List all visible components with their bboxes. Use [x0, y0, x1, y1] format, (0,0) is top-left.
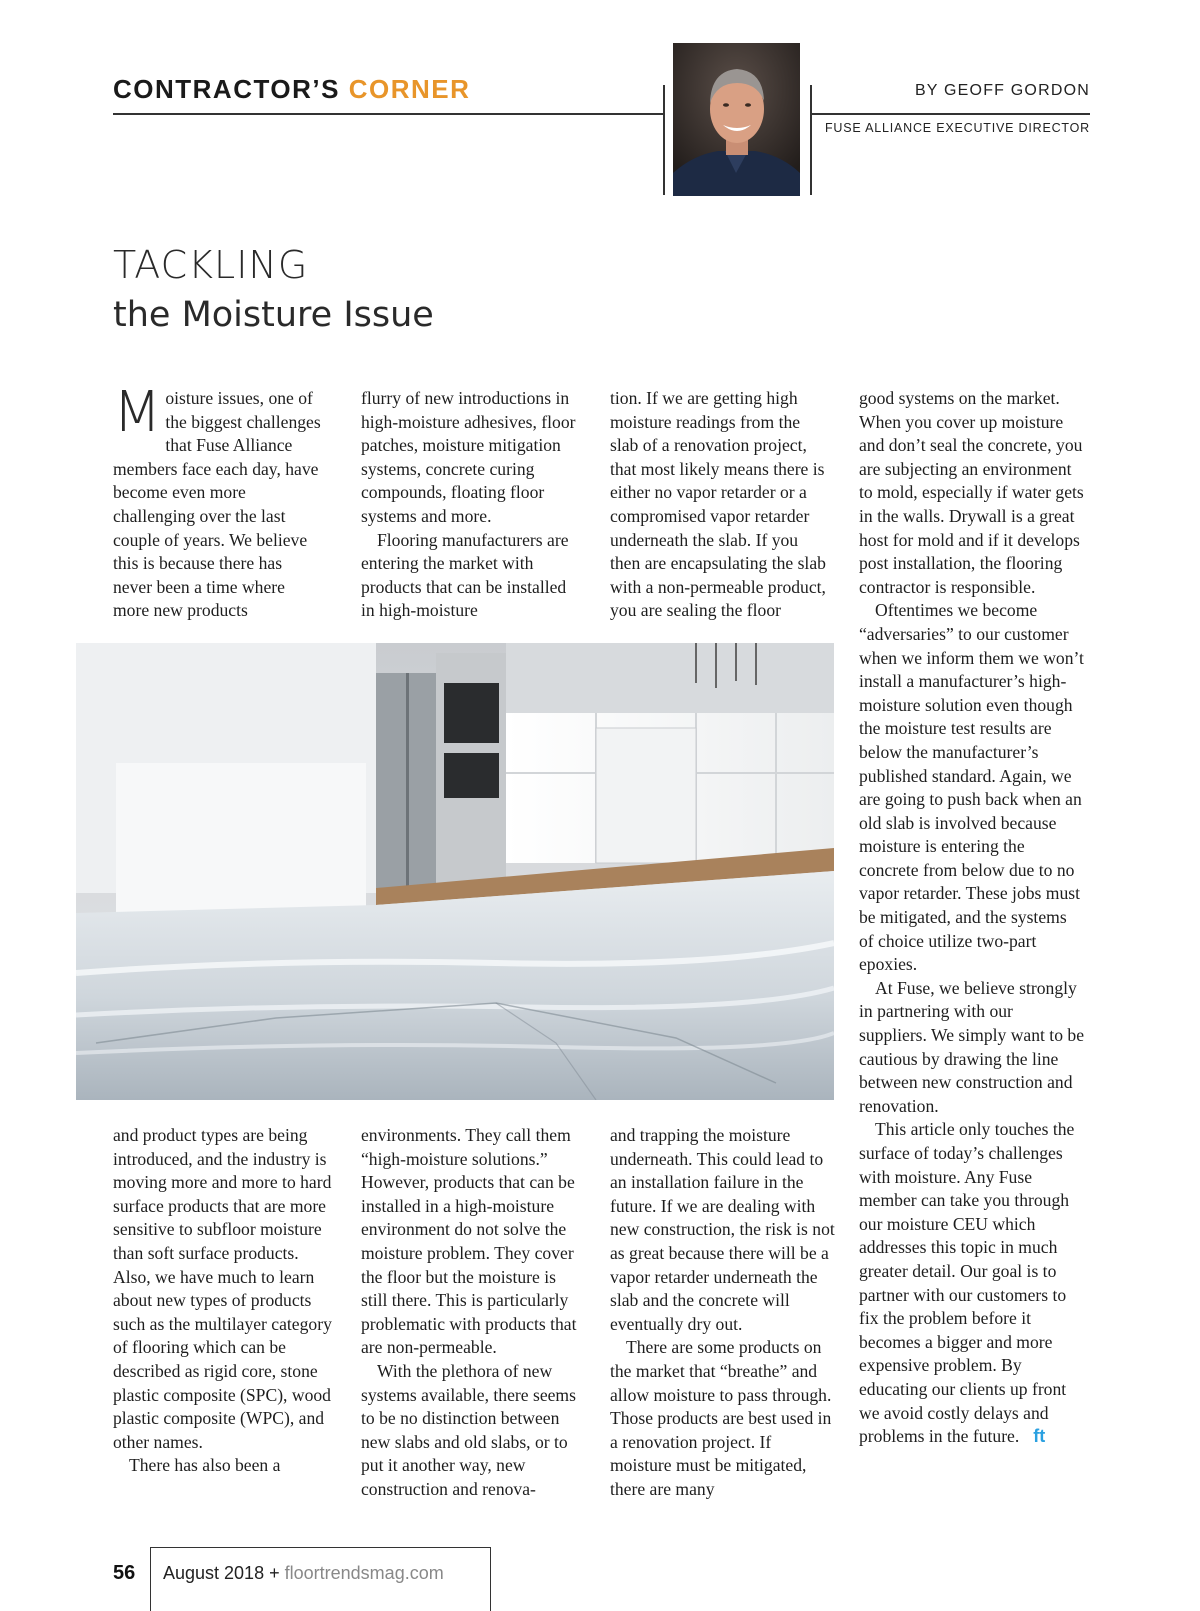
section-title [113, 74, 470, 105]
header-divider-right [810, 85, 812, 195]
paragraph: and product types are being introduced, and the industry is moving more and more to hard surface products that are more sensitive to subfloor moisture than soft surface products. Also, we have much to learn about new types of products such as the multilayer category of flooring which can be described as rigid core, stone plastic composite (SPC), wood plastic composite (WPC), and other names. [113, 1125, 332, 1452]
site-link[interactable]: floortrendsmag.com [284, 1563, 444, 1583]
section-title-accent: CORNER [348, 74, 471, 104]
issue-separator: + [269, 1563, 280, 1583]
paragraph: good systems on the market. When you cover up moisture and don’t seal the concrete, you are subjecting an environment to mold, especially if water gets in the walls. Drywall is a great host for mold and if it develops post installation, the flooring contractor is responsible. [859, 388, 1084, 597]
header-rule-right [810, 113, 1090, 115]
issue-date: August 2018 [163, 1563, 265, 1583]
column-2-bottom [361, 1124, 583, 1502]
paragraph-text: This article only touches the surface of today’s challenges with moisture. Any Fuse member can take you through our moisture CEU which addresses this topic in much greater detail. Our goal is to partner with our customers to fix the problem before it becomes a bigger and more expensive problem. By educating our clients up front we avoid costly delays and problems in the future. [859, 1119, 1075, 1447]
author-byline: BY GEOFF GORDON [914, 82, 1090, 99]
column-3-top [610, 387, 832, 623]
header-divider-left [663, 85, 665, 195]
paragraph: There are some products on the market that “breathe” and allow moisture to pass through. Those products are best used in a renovation project. If moisture must be mitigated, there are many [610, 1337, 832, 1499]
page-number: 56 [113, 1562, 136, 1584]
author-role: FUSE ALLIANCE EXECUTIVE DIRECTOR [824, 121, 1090, 135]
column-1-top [113, 380, 325, 623]
column-4 [859, 387, 1085, 1449]
drop-cap: M [113, 380, 162, 445]
paragraph: oisture issues, one of the biggest challenges that Fuse Alliance members face each day, have become even more challenging over the last couple of years. We believe this is because there has never been a time where more new products [113, 388, 321, 621]
paragraph: Flooring manufacturers are entering the market with products that can be installed in high-moisture [361, 529, 569, 621]
end-mark: ft [1033, 1426, 1046, 1447]
paragraph: With the plethora of new systems available, there seems to be no distinction between new slabs and old slabs, or to put it another way, new construction and renova- [361, 1360, 576, 1499]
column-2-top [361, 387, 581, 623]
paragraph: There has also been a [129, 1455, 281, 1476]
paragraph: tion. If we are getting high moisture readings from the slab of a renovation project, that most likely means there is either no vapor retarder or a compromised vapor retarder underneath the slab. If you then are encapsulating the slab with a non-permeable product, you are sealing the floor [610, 388, 826, 621]
paragraph [859, 1118, 1085, 1448]
column-3-bottom [610, 1124, 836, 1502]
paragraph: environments. They call them “high-moisture solutions.” However, products that can be installed in a high-moisture environment do not solve the moisture problem. They cover the floor but the moisture is still there. This is particularly problematic with products that are non-permeable. [361, 1125, 577, 1358]
paragraph: flurry of new introductions in high-moisture adhesives, floor patches, moisture mitigation systems, concrete curing compounds, floating floor systems and more. [361, 388, 576, 526]
author-photo [673, 43, 800, 196]
header-rule-left [113, 113, 663, 115]
issue-info [163, 1563, 444, 1584]
section-title-prefix: CONTRACTOR’S [113, 74, 340, 104]
article-title-line2: the Moisture Issue [113, 295, 434, 335]
column-1-bottom [113, 1124, 335, 1478]
article-title-line1: TACKLING [113, 243, 309, 287]
paragraph: At Fuse, we believe strongly in partnering with our suppliers. We simply want to be cautious by drawing the line between new construction and renovation. [859, 977, 1084, 1116]
paragraph: and trapping the moisture underneath. This could lead to an installation failure in the future. If we are dealing with new construction, the risk is not as great because there will be a vapor retarder underneath the slab and the concrete will eventually dry out. [610, 1125, 835, 1334]
paragraph: Oftentimes we become “adversaries” to our customer when we inform them we won’t install a manufacturer’s high-moisture solution even though the moisture test results are below the manufacturer’s published standard. Again, we are going to push back when an old slab is involved because moisture is entering the concrete from below due to no vapor retarder. These jobs must be mitigated, and the systems of choice utilize two-part epoxies. [859, 600, 1084, 975]
flooded-kitchen-photo [76, 643, 834, 1100]
